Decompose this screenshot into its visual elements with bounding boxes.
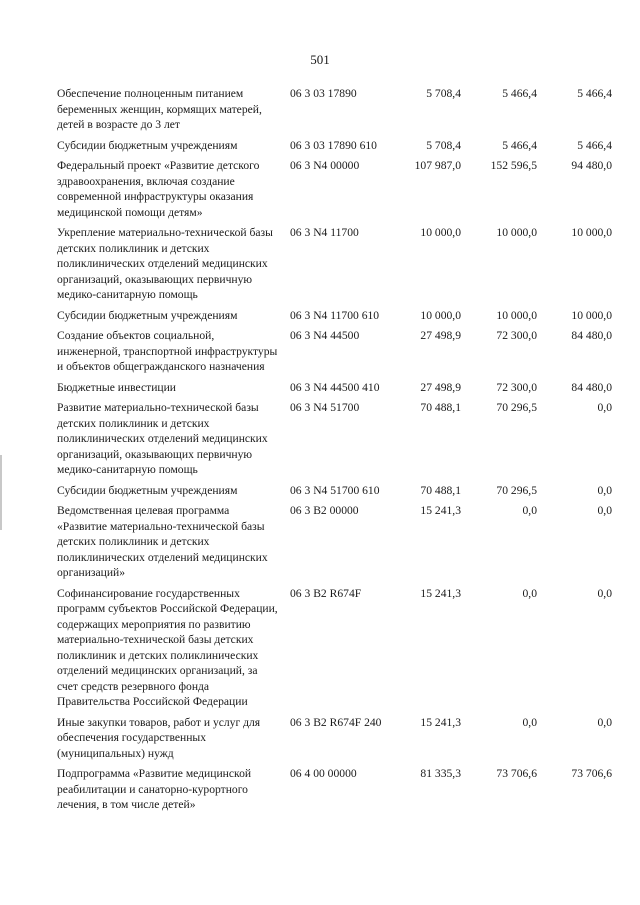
item-code: 06 3 03 17890 [290,87,357,100]
amount-year-3: 84 480,0 [571,380,612,394]
item-code: 06 3 N4 44500 [290,329,360,342]
item-name: Обеспечение полноценным питанием беременных женщин, кормящих матерей, детей в возрасте до 3 лет [57,87,262,131]
item-code: 06 3 N4 00000 [290,159,360,172]
item-name: Подпрограмма «Развитие медицинской реабилитации и санаторно-курортного лечения, в том числе детей» [57,767,252,811]
table-row [57,138,622,154]
table-row [57,400,622,478]
table-row [57,483,622,499]
table-row [57,328,622,375]
item-code: 06 3 N4 11700 [290,226,359,239]
item-code: 06 3 N4 44500 410 [290,380,380,394]
amount-year-3: 0,0 [597,715,612,729]
item-code: 06 3 B2 R674F [290,586,362,600]
item-code: 06 3 N4 51700 [290,401,360,414]
item-name: Развитие материально-технической базы детских поликлиник и детских поликлинических отделений медицинских организаций, оказывающих первичную медико-санитарную помощь [57,401,268,476]
amount-year-1: 5 708,4 [426,138,461,152]
left-margin-mark [0,455,2,530]
amount-year-2: 70 296,5 [496,483,537,497]
amount-year-1: 27 498,9 [420,380,461,394]
amount-year-1: 15 241,3 [420,715,461,729]
item-name: Иные закупки товаров, работ и услуг для обеспечения государственных (муниципальных) нужд [57,715,261,760]
item-name: Субсидии бюджетным учреждениям [57,308,238,322]
item-name: Ведомственная целевая программа «Развитие материально-технической базы детских поликлиник и детских поликлинических отделений медицинских организаций» [57,504,268,579]
amount-year-2: 5 466,4 [502,138,537,152]
amount-year-3: 84 480,0 [571,329,612,342]
amount-year-1: 15 241,3 [420,586,461,600]
item-name: Субсидии бюджетным учреждениям [57,483,238,497]
budget-table [57,86,622,818]
amount-year-1: 70 488,1 [420,483,461,497]
item-name: Бюджетные инвестиции [57,380,177,394]
amount-year-3: 73 706,6 [571,767,612,780]
amount-year-3: 5 466,4 [577,87,612,100]
amount-year-3: 94 480,0 [571,159,612,172]
amount-year-3: 10 000,0 [571,308,612,322]
table-row [57,225,622,303]
table-row [57,586,622,710]
table-row [57,766,622,813]
amount-year-3: 5 466,4 [577,138,612,152]
item-code: 06 3 B2 00000 [290,504,359,517]
item-code: 06 3 03 17890 610 [290,138,377,152]
amount-year-2: 0,0 [522,715,537,729]
amount-year-1: 15 241,3 [420,504,461,517]
table-row [57,380,622,396]
amount-year-3: 0,0 [597,401,612,414]
amount-year-2: 10 000,0 [496,226,537,239]
amount-year-2: 72 300,0 [496,329,537,342]
amount-year-2: 0,0 [522,504,537,517]
item-code: 06 4 00 00000 [290,767,357,780]
amount-year-1: 27 498,9 [420,329,461,342]
item-name: Укрепление материально-технической базы детских поликлиник и детских поликлинических отделений медицинских организаций, оказывающих первичную медико-санитарную помощь [57,226,273,301]
item-code: 06 3 B2 R674F 240 [290,715,382,729]
amount-year-2: 5 466,4 [502,87,537,100]
amount-year-2: 73 706,6 [496,767,537,780]
amount-year-1: 10 000,0 [420,226,461,239]
amount-year-2: 10 000,0 [496,308,537,322]
amount-year-1: 81 335,3 [420,767,461,780]
page-number: 501 [310,52,330,67]
table-row [57,503,622,581]
amount-year-1: 107 987,0 [414,159,461,172]
amount-year-3: 0,0 [597,504,612,517]
item-name: Софинансирование государственных программ субъектов Российской Федерации, содержащих мероприятия по развитию материально-технической базы детских поликлиник и детских поликлинических отделений медицинских организаций, за счет средств резервного фонда Правительства Российской Федерации [57,586,278,708]
amount-year-3: 0,0 [597,483,612,497]
amount-year-3: 0,0 [597,586,612,600]
amount-year-3: 10 000,0 [571,226,612,239]
amount-year-2: 70 296,5 [496,401,537,414]
amount-year-1: 5 708,4 [426,87,461,100]
item-name: Федеральный проект «Развитие детского здравоохранения, включая создание современной инфраструктуры оказания медицинской помощи детям» [57,159,260,219]
table-row [57,308,622,324]
amount-year-1: 70 488,1 [420,401,461,414]
table-row [57,158,622,220]
amount-year-1: 10 000,0 [420,308,461,322]
item-name: Субсидии бюджетным учреждениям [57,138,238,152]
item-code: 06 3 N4 51700 610 [290,483,380,497]
amount-year-2: 152 596,5 [490,159,537,172]
amount-year-2: 0,0 [522,586,537,600]
table-row [57,86,622,133]
table-row [57,715,622,762]
item-code: 06 3 N4 11700 610 [290,308,380,322]
amount-year-2: 72 300,0 [496,380,537,394]
item-name: Создание объектов социальной, инженерной, транспортной инфраструктуры и объектов общегражданского назначения [57,329,278,373]
